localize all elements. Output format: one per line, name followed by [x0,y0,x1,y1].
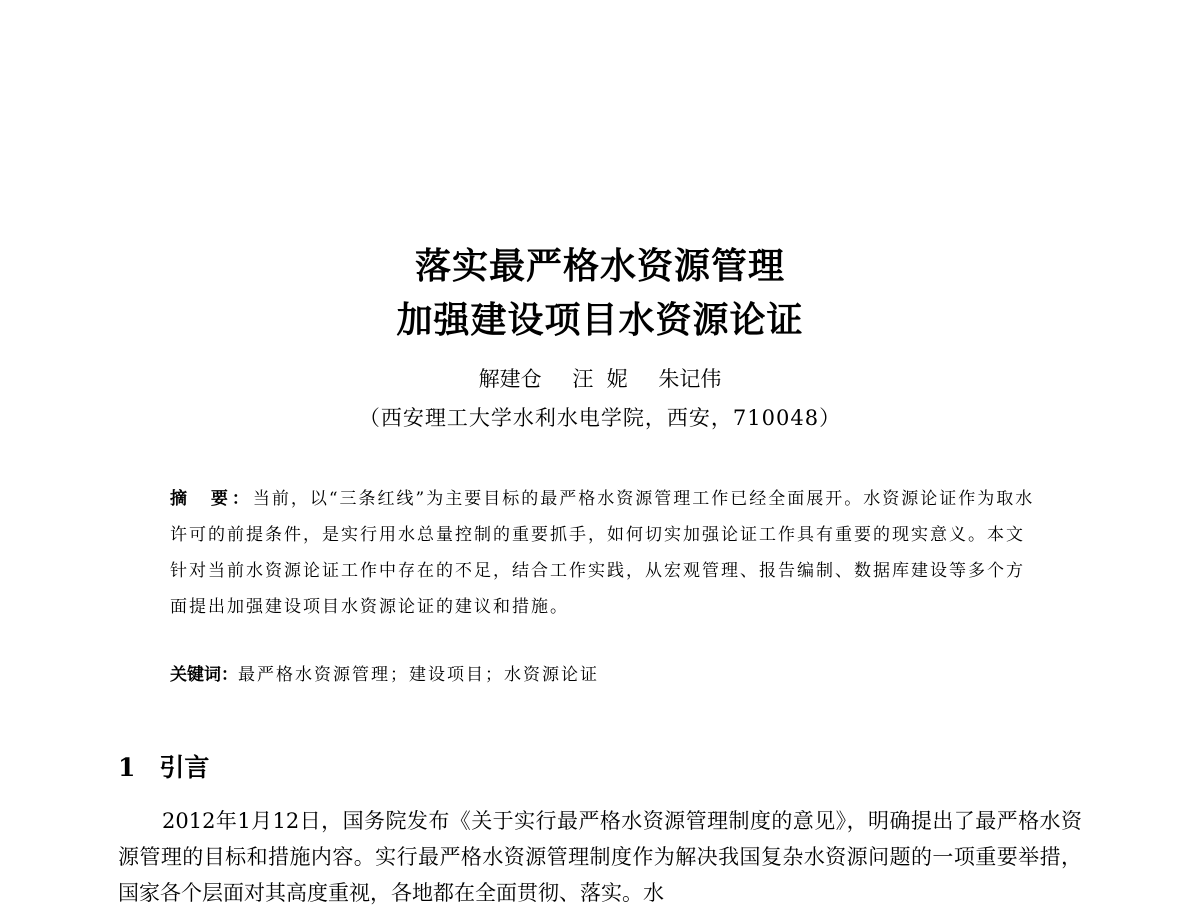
body-paragraph: 2012年1月12日，国务院发布《关于实行最严格水资源管理制度的意见》，明确提出了最严格水资源管理的目标和措施内容。实行最严格水资源管理制度作为解决我国复杂水资源问题的一项重要举措，国家各个层面对其高度重视，各地都在全面贯彻、落实。水 [118,809,1082,905]
author-name: 朱记伟 [658,367,722,391]
section-number: 1 [118,753,136,782]
section-heading [118,750,209,786]
abstract-block [170,481,1035,625]
author-affiliation: （西安理工大学水利水电学院，西安，710048） [358,406,842,430]
author-name: 汪 妮 [572,367,628,391]
author-list [0,364,1200,394]
paper-title-line-2: 加强建设项目水资源论证 [396,300,804,341]
paper-title-line-1: 落实最严格水资源管理 [414,246,785,287]
abstract-label: 摘 要： [170,489,253,509]
keywords-text: 最严格水资源管理；建设项目；水资源论证 [238,665,599,685]
keywords-block [170,660,1035,690]
section-title: 引言 [159,753,210,782]
keywords-label: 关键词： [170,665,238,685]
author-name: 解建仓 [478,367,542,391]
abstract-text: 当前，以“三条红线”为主要目标的最严格水资源管理工作已经全面展开。水资源论证作为取水许可的前提条件，是实行用水总量控制的重要抓手，如何切实加强论证工作具有重要的现实意义。本文针对当前水资源论证工作中存在的不足，结合工作实践，从宏观管理、报告编制、数据库建设等多个方面提出加强建设项目水资源论证的建议和措施。 [170,489,1035,617]
